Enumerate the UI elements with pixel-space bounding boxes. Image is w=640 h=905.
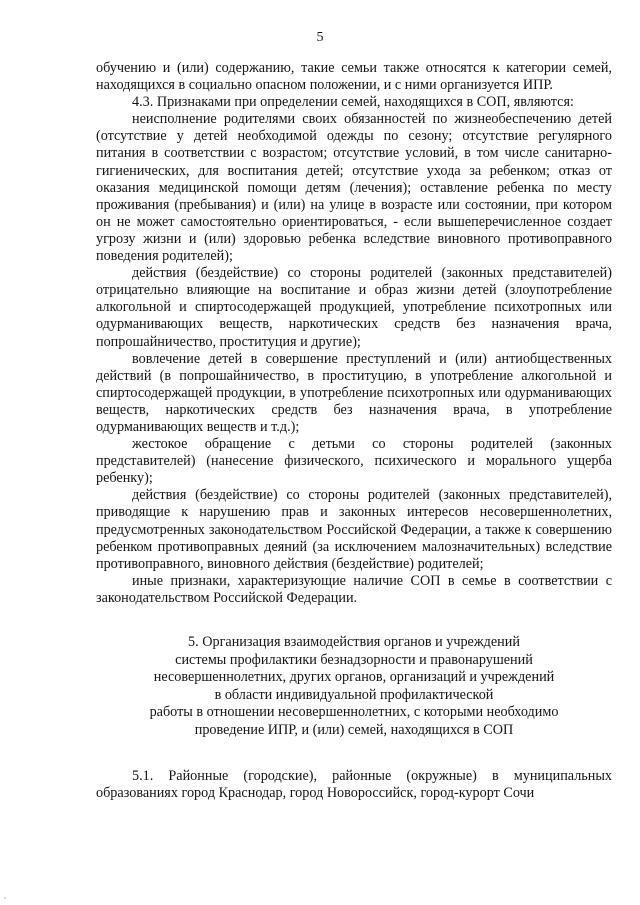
paragraph-continuation: обучению и (или) содержанию, такие семьи также относятся к категории семей, находящихся в социально опасном положении, и с ними организуется ИПР.: [96, 60, 612, 94]
heading-line: работы в отношении несовершеннолетних, с которыми необходимо: [149, 704, 559, 721]
page-number: 5: [316, 30, 324, 45]
document-body: [96, 60, 612, 802]
section-5-heading: [96, 634, 612, 740]
heading-line: проведение ИПР, и (или) семей, находящихся в СОП: [194, 721, 514, 738]
heading-line: несовершеннолетних, других органов, организаций и учреждений: [153, 669, 555, 686]
paragraph-clause-4-3: 4.3. Признаками при определении семей, находящихся в СОП, являются:: [132, 94, 574, 111]
paragraph-sign-other: иные признаки, характеризующие наличие СОП в семье в соответствии с законодательством Российской Федерации.: [96, 572, 612, 606]
paragraph-sign-cruelty: жестокое обращение с детьми со стороны родителей (законных представителей) (нанесение физического, психического и морального ущерба ребенку);: [96, 436, 612, 487]
paragraph-sign-involvement: вовлечение детей в совершение преступлений и (или) антиобщественных действий (в попрошайничество, в проституцию, в употребление алкогольной и спиртосодержащей продукции, в употребление психотропных или одурманивающих веществ, наркотических средств без назначения врача, в употребление одурманивающих веществ и т.д.);: [96, 350, 612, 435]
scan-artifact: [4, 897, 6, 899]
paragraph-sign-rights-violation: действия (бездействие) со стороны родителей (законных представителей), приводящие к нарушению прав и законных интересов несовершеннолетних, предусмотренных законодательством Российской Федерации, а также к совершению ребенком противоправных деяний (за исключением малозначительных) вследствие противоправного, виновного действия (бездействие) родителей;: [96, 487, 612, 572]
heading-line: системы профилактики безнадзорности и правонарушений: [175, 651, 533, 668]
paragraph-clause-5-1: 5.1. Районные (городские), районные (окружные) в муниципальных образованиях город Краснодар, город Новороссийск, город-курорт Сочи: [96, 767, 612, 801]
heading-line: 5. Организация взаимодействия органов и учреждений: [188, 634, 520, 650]
paragraph-sign-negative-influence: действия (бездействие) со стороны родителей (законных представителей) отрицательно влияющие на воспитание и образ жизни детей (злоупотребление алкогольной и спиртосодержащей продукцией, употребление психотропных или одурманивающих веществ, наркотических средств без назначения врача, попрошайничество, проституция и другие);: [96, 265, 612, 350]
paragraph-sign-neglect: неисполнение родителями своих обязанностей по жизнеобеспечению детей (отсутствие у детей необходимой одежды по сезону; отсутствие регулярного питания в соответствии с возрастом; отсутствие условий, в том числе санитарно-гигиенических, для воспитания детей; отсутствие ухода за ребенком; отказ от оказания медицинской помощи детям (лечения); оставление ребенка по месту проживания (пребывания) и (или) на улице в возрасте или состоянии, при котором он не может самостоятельно ориентироваться, - если вышеперечисленное создает угрозу жизни и (или) здоровью ребенка вследствие виновного противоправного поведения родителей);: [96, 111, 612, 265]
heading-line: в области индивидуальной профилактической: [214, 686, 494, 703]
